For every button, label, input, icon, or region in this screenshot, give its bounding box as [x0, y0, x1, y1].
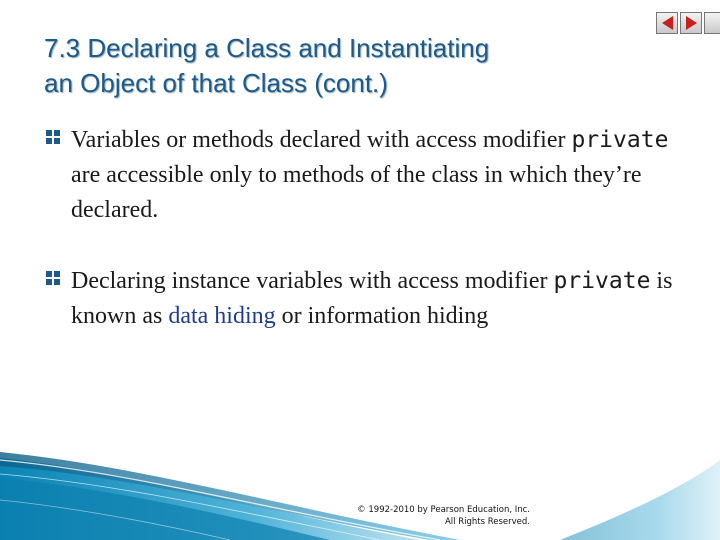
bullet-text-part: is known as — [71, 268, 673, 329]
bullet-text-part: are accessible only to methods of the class in which they’re declared. — [71, 162, 642, 223]
blank-nav-button[interactable] — [704, 12, 720, 34]
next-slide-button[interactable] — [680, 12, 702, 34]
code-keyword-private: private — [553, 268, 651, 294]
bullet-text — [71, 123, 691, 228]
code-keyword-private: private — [571, 127, 669, 153]
bullet-text — [71, 264, 691, 334]
previous-triangle-icon — [662, 16, 673, 30]
previous-slide-button[interactable] — [656, 12, 678, 34]
highlighted-term: data hiding — [168, 303, 276, 329]
bullet-icon — [46, 271, 60, 285]
copyright-line-1: © 1992-2010 by Pearson Education, Inc. — [357, 505, 530, 515]
next-triangle-icon — [686, 16, 697, 30]
copyright-notice — [320, 504, 530, 528]
bullet-text-part: Variables or methods declared with access modifier — [71, 127, 572, 153]
slide-navigation — [654, 12, 720, 34]
bullet-text-part: or information hiding — [275, 303, 489, 329]
slide-title — [44, 31, 644, 101]
bullet-text-part: Declaring instance variables with access modifier — [71, 268, 554, 294]
copyright-line-2: All Rights Reserved. — [444, 517, 530, 527]
title-line-2: an Object of that Class (cont.) — [44, 68, 388, 98]
title-line-1: 7.3 Declaring a Class and Instantiating — [44, 33, 490, 63]
bullet-icon — [46, 130, 60, 144]
